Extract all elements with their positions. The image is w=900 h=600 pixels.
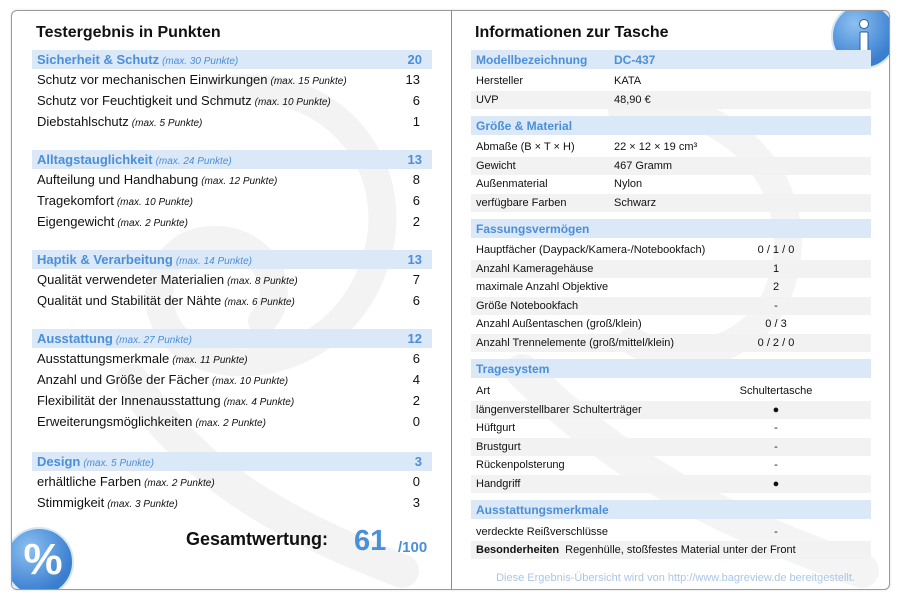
info-key: maximale Anzahl Objektive	[476, 281, 609, 293]
score-row	[32, 471, 432, 492]
info-key: Hersteller	[476, 75, 524, 87]
info-key: UVP	[476, 93, 499, 106]
criterion-max: (max. 4 Punkte)	[223, 397, 295, 408]
criterion-label: Flexibilität der Innenausstattung (max. 4 Punkte)	[37, 393, 295, 408]
info-row	[471, 278, 871, 296]
info-row	[471, 91, 871, 109]
criterion-max: (max. 3 Punkte)	[107, 499, 178, 510]
info-key: Anzahl Trennelemente (groß/mittel/klein)	[476, 336, 675, 349]
column-divider	[451, 11, 452, 590]
info-value: ●	[772, 403, 780, 416]
criterion-max: (max. 2 Punkte)	[195, 418, 266, 429]
info-value: -	[774, 299, 778, 312]
criterion-score: 2	[412, 214, 420, 229]
score-row	[32, 411, 432, 432]
score-section-header	[32, 150, 432, 169]
score-section-header	[32, 452, 432, 471]
criterion-max: (max. 10 Punkte)	[116, 197, 193, 208]
info-value: 22 × 12 × 19 cm³	[614, 141, 698, 153]
info-value: ●	[772, 477, 780, 490]
criterion-label: Qualität und Stabilität der Nähte (max. 6 Punkte)	[37, 293, 295, 308]
info-row	[471, 315, 871, 333]
info-row	[471, 456, 871, 474]
size-material-header: Größe & Material	[471, 116, 871, 135]
criterion-label: Tragekomfort (max. 10 Punkte)	[37, 193, 193, 208]
info-value: -	[774, 526, 778, 538]
info-value: 48,90 €	[614, 93, 651, 106]
criterion-label: Diebstahlschutz (max. 5 Punkte)	[37, 114, 203, 129]
score-row	[32, 111, 432, 132]
score-panel	[32, 11, 432, 590]
score-row	[32, 290, 432, 311]
section-score: 3	[414, 454, 422, 469]
criterion-score: 3	[412, 495, 420, 510]
score-section	[32, 452, 432, 513]
score-section-header	[32, 50, 432, 69]
info-row	[471, 241, 871, 259]
bag-info-title: Informationen zur Tasche	[475, 24, 669, 41]
specials-label: Besonderheiten	[476, 544, 560, 556]
criterion-score: 0	[412, 474, 420, 489]
score-row	[32, 211, 432, 232]
section-score: 13	[407, 252, 422, 267]
footer-credit: Diese Ergebnis-Übersicht wird von http://www.bagreview.de bereitgestellt.	[496, 572, 855, 584]
total-max: /100	[398, 539, 428, 556]
info-key: Anzahl Kameragehäuse	[476, 262, 594, 275]
info-key: Anzahl Außentaschen (groß/klein)	[476, 318, 642, 330]
info-key: Abmaße (B × T × H)	[476, 141, 575, 153]
section-name: Sicherheit & Schutz (max. 30 Punkte)	[37, 52, 239, 67]
info-row	[471, 401, 871, 419]
score-row	[32, 269, 432, 290]
criterion-max: (max. 2 Punkte)	[117, 218, 188, 229]
criterion-label: Erweiterungsmöglichkeiten (max. 2 Punkte)	[37, 414, 266, 429]
score-row	[32, 190, 432, 211]
info-key: Gewicht	[476, 159, 516, 172]
criterion-label: Eigengewicht (max. 2 Punkte)	[37, 214, 188, 229]
info-value: 467 Gramm	[614, 159, 673, 172]
score-section-header	[32, 329, 432, 348]
criterion-max: (max. 10 Punkte)	[211, 376, 289, 387]
info-value: 0 / 1 / 0	[757, 244, 795, 256]
score-row	[32, 390, 432, 411]
info-key: Art	[476, 385, 491, 397]
result-card	[11, 10, 890, 590]
section-max: (max. 30 Punkte)	[162, 56, 239, 67]
criterion-label: Stimmigkeit (max. 3 Punkte)	[37, 495, 178, 510]
specials-value: Regenhülle, stoßfestes Material unter der Front	[565, 544, 796, 556]
capacity-header: Fassungsvermögen	[471, 219, 871, 238]
criterion-score: 6	[412, 293, 420, 308]
info-value: Nylon	[614, 178, 643, 190]
score-row	[32, 169, 432, 190]
info-row	[471, 523, 871, 541]
info-row	[471, 297, 871, 315]
score-row	[32, 69, 432, 90]
score-section	[32, 250, 432, 311]
info-row	[471, 419, 871, 437]
section-name: Haptik & Verarbeitung (max. 14 Punkte)	[37, 252, 252, 267]
info-value: -	[774, 459, 778, 471]
info-row	[471, 475, 871, 493]
criterion-score: 1	[412, 114, 420, 129]
total-score: 61	[354, 525, 387, 557]
section-max: (max. 24 Punkte)	[155, 156, 232, 167]
info-value: 2	[772, 281, 780, 293]
total-rating	[186, 523, 456, 563]
score-row	[32, 369, 432, 390]
total-label: Gesamtwertung:	[186, 529, 329, 549]
criterion-max: (max. 15 Punkte)	[270, 76, 347, 87]
criterion-max: (max. 12 Punkte)	[201, 176, 278, 187]
info-key: verfügbare Farben	[476, 196, 567, 209]
info-row	[471, 260, 871, 278]
info-row	[471, 334, 871, 352]
info-key: verdeckte Reißverschlüsse	[476, 526, 609, 538]
criterion-label: Anzahl und Größe der Fächer (max. 10 Punkte)	[37, 372, 289, 387]
criterion-label: Aufteilung und Handhabung (max. 12 Punkte)	[37, 172, 278, 187]
criterion-max: (max. 11 Punkte)	[172, 355, 248, 366]
info-key: Außenmaterial	[476, 178, 548, 190]
criterion-score: 0	[412, 414, 420, 429]
score-panel-title: Testergebnis in Punkten	[36, 24, 221, 41]
info-value: Schultertasche	[739, 385, 813, 397]
info-row	[471, 382, 871, 400]
features-header: Ausstattungsmerkmale	[471, 500, 871, 519]
criterion-score: 2	[412, 393, 420, 408]
info-key: Brustgurt	[476, 440, 521, 453]
score-row	[32, 492, 432, 513]
criterion-label: Ausstattungsmerkmale (max. 11 Punkte)	[37, 351, 248, 366]
score-section	[32, 50, 432, 132]
info-value: -	[774, 440, 778, 453]
info-key: Handgriff	[476, 477, 521, 490]
percent-icon: %	[11, 527, 74, 590]
criterion-score: 6	[412, 351, 420, 366]
info-row	[471, 157, 871, 175]
score-section-header	[32, 250, 432, 269]
criterion-max: (max. 8 Punkte)	[227, 276, 298, 287]
info-value: 0 / 3	[765, 318, 787, 330]
section-max: (max. 5 Punkte)	[83, 458, 154, 469]
criterion-label: Schutz vor Feuchtigkeit und Schmutz (max. 10 Punkte)	[37, 93, 331, 108]
info-value: -	[774, 422, 778, 434]
specials-row	[471, 541, 871, 559]
info-value: 0 / 2 / 0	[757, 336, 795, 349]
criterion-max: (max. 2 Punkte)	[144, 478, 215, 489]
model-header	[471, 50, 871, 69]
section-name: Design (max. 5 Punkte)	[37, 454, 154, 469]
info-value: KATA	[614, 75, 642, 87]
criterion-score: 4	[412, 372, 420, 387]
score-row	[32, 90, 432, 111]
section-score: 13	[407, 152, 422, 167]
info-row	[471, 194, 871, 212]
criterion-max: (max. 6 Punkte)	[224, 297, 295, 308]
bag-info-panel	[471, 11, 871, 590]
model-label: Modellbezeichnung	[476, 52, 588, 67]
info-key: Rückenpolsterung	[476, 459, 565, 471]
section-score: 20	[407, 52, 422, 67]
criterion-label: erhältliche Farben (max. 2 Punkte)	[37, 474, 215, 489]
carrying-system-header: Tragesystem	[471, 359, 871, 378]
section-max: (max. 27 Punkte)	[115, 335, 192, 346]
info-key: Hauptfächer (Daypack/Kamera-/Notebookfach)	[476, 244, 706, 256]
score-row	[32, 348, 432, 369]
criterion-max: (max. 5 Punkte)	[131, 118, 203, 129]
info-key: längenverstellbarer Schulterträger	[476, 403, 642, 416]
model-value: DC-437	[614, 52, 656, 67]
section-score: 12	[407, 331, 422, 346]
score-section	[32, 150, 432, 232]
section-name: Ausstattung (max. 27 Punkte)	[37, 331, 192, 346]
criterion-score: 6	[412, 193, 420, 208]
section-name: Alltagstauglichkeit (max. 24 Punkte)	[37, 152, 232, 167]
info-value: 1	[772, 262, 780, 275]
info-row	[471, 138, 871, 156]
criterion-score: 6	[412, 93, 420, 108]
info-key: Hüftgurt	[476, 422, 516, 434]
score-section	[32, 329, 432, 432]
section-max: (max. 14 Punkte)	[175, 256, 252, 267]
criterion-label: Schutz vor mechanischen Einwirkungen (max. 15 Punkte)	[37, 72, 347, 87]
criterion-score: 13	[405, 72, 420, 87]
info-row	[471, 72, 871, 90]
info-row	[471, 438, 871, 456]
criterion-max: (max. 10 Punkte)	[254, 97, 331, 108]
info-key: Größe Notebookfach	[476, 299, 579, 312]
criterion-label: Qualität verwendeter Materialien (max. 8 Punkte)	[37, 272, 298, 287]
info-row	[471, 175, 871, 193]
criterion-score: 7	[412, 272, 420, 287]
info-value: Schwarz	[614, 196, 657, 209]
criterion-score: 8	[412, 172, 420, 187]
